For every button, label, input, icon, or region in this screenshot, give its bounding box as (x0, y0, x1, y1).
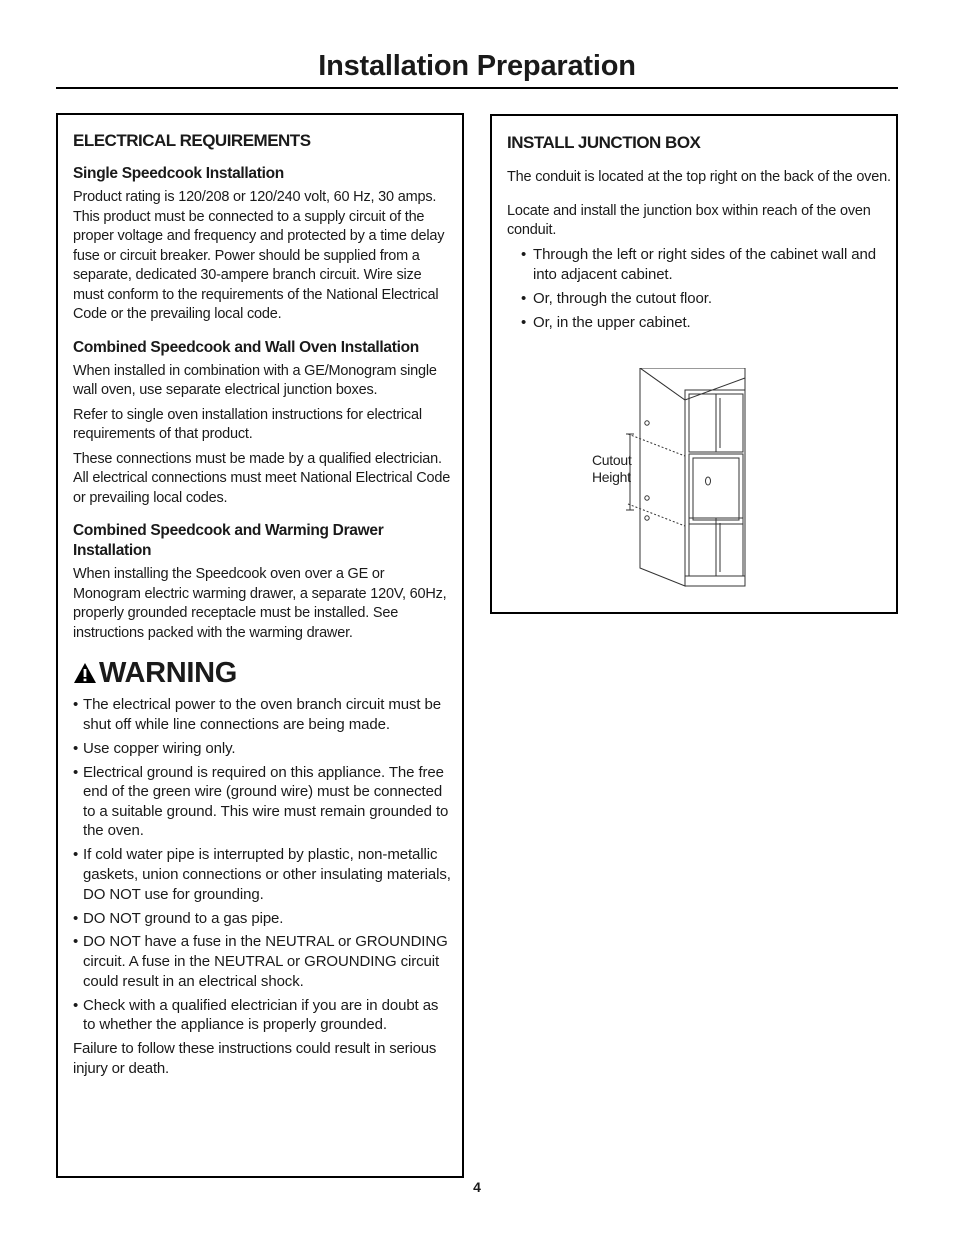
single-installation-heading: Single Speedcook Installation (73, 165, 284, 182)
warning-footer: Failure to follow these instructions could result in serious injury or death. (73, 1040, 437, 1077)
combined-oven-para3: These connections must be made by a qualified electrician. All electrical connections must meet National Electrical Code or prevailing local codes. (73, 450, 451, 506)
junction-box-content (507, 133, 892, 337)
warning-item: • The electrical power to the oven branch circuit must be shut off while line connections are being made. (73, 695, 451, 734)
junction-para2: Locate and install the junction box within reach of the oven conduit. (507, 202, 871, 238)
junction-para1: The conduit is located at the top right on the back of the oven. (507, 169, 891, 185)
warning-label: WARNING (99, 657, 238, 689)
electrical-requirements-content (73, 131, 451, 1078)
warning-item: • Use copper wiring only. (73, 739, 451, 759)
warning-item: • DO NOT ground to a gas pipe. (73, 909, 451, 929)
page-number: 4 (473, 1179, 481, 1195)
single-installation-text: Product rating is 120/208 or 120/240 volt, 60 Hz, 30 amps. This product must be connected to a supply circuit of the proper voltage and frequency and protected by a time delay fuse or circuit breaker. Power should be supplied from a separate, dedicated 30-ampere branch circuit. Wire size must conform to the requirements of the National Electrical Code or the prevailing local code. (73, 189, 445, 322)
combined-oven-para1: When installed in combination with a GE/Monogram single wall oven, use separate electrical junction boxes. (73, 362, 437, 398)
warning-item: • Check with a qualified electrician if you are in doubt as to whether the appliance is properly grounded. (73, 996, 451, 1035)
junction-options-list (507, 245, 892, 333)
warning-header (73, 657, 451, 689)
junction-option: • Or, in the upper cabinet. (521, 313, 892, 333)
page-title: Installation Preparation (318, 50, 636, 82)
combined-drawer-heading: Combined Speedcook and Warming Drawer Installation (73, 522, 384, 559)
title-rule (56, 87, 898, 89)
combined-oven-para2: Refer to single oven installation instructions for electrical requirements of that product. (73, 406, 422, 442)
combined-oven-heading: Combined Speedcook and Wall Oven Installation (73, 338, 419, 356)
warning-item: • If cold water pipe is interrupted by plastic, non-metallic gaskets, union connections or other insulating materials, DO NOT use for grounding. (73, 845, 451, 904)
electrical-requirements-box (56, 113, 464, 1178)
combined-drawer-text: When installing the Speedcook oven over a GE or Monogram electric warming drawer, a separate 120V, 60Hz, properly grounded receptacle must be installed. See instructions packed with the warming drawer. (73, 566, 447, 641)
warning-item: • Electrical ground is required on this appliance. The free end of the green wire (ground wire) must be connected to a suitable ground. This wire must remain grounded to the oven. (73, 763, 451, 841)
electrical-requirements-heading: ELECTRICAL REQUIREMENTS (73, 131, 311, 150)
warning-list (73, 695, 451, 1035)
junction-option: • Or, through the cutout floor. (521, 289, 892, 309)
junction-option: • Through the left or right sides of the cabinet wall and into adjacent cabinet. (521, 245, 892, 285)
cutout-label-line1: Cutout (592, 452, 632, 468)
warning-item: • DO NOT have a fuse in the NEUTRAL or GROUNDING circuit. A fuse in the NEUTRAL or GROUNDING circuit could result in an electrical shock. (73, 932, 451, 991)
junction-box-heading: INSTALL JUNCTION BOX (507, 133, 701, 152)
cutout-height-label (592, 452, 631, 486)
warning-triangle-icon (73, 662, 97, 684)
cutout-label-line2: Height (592, 469, 631, 485)
